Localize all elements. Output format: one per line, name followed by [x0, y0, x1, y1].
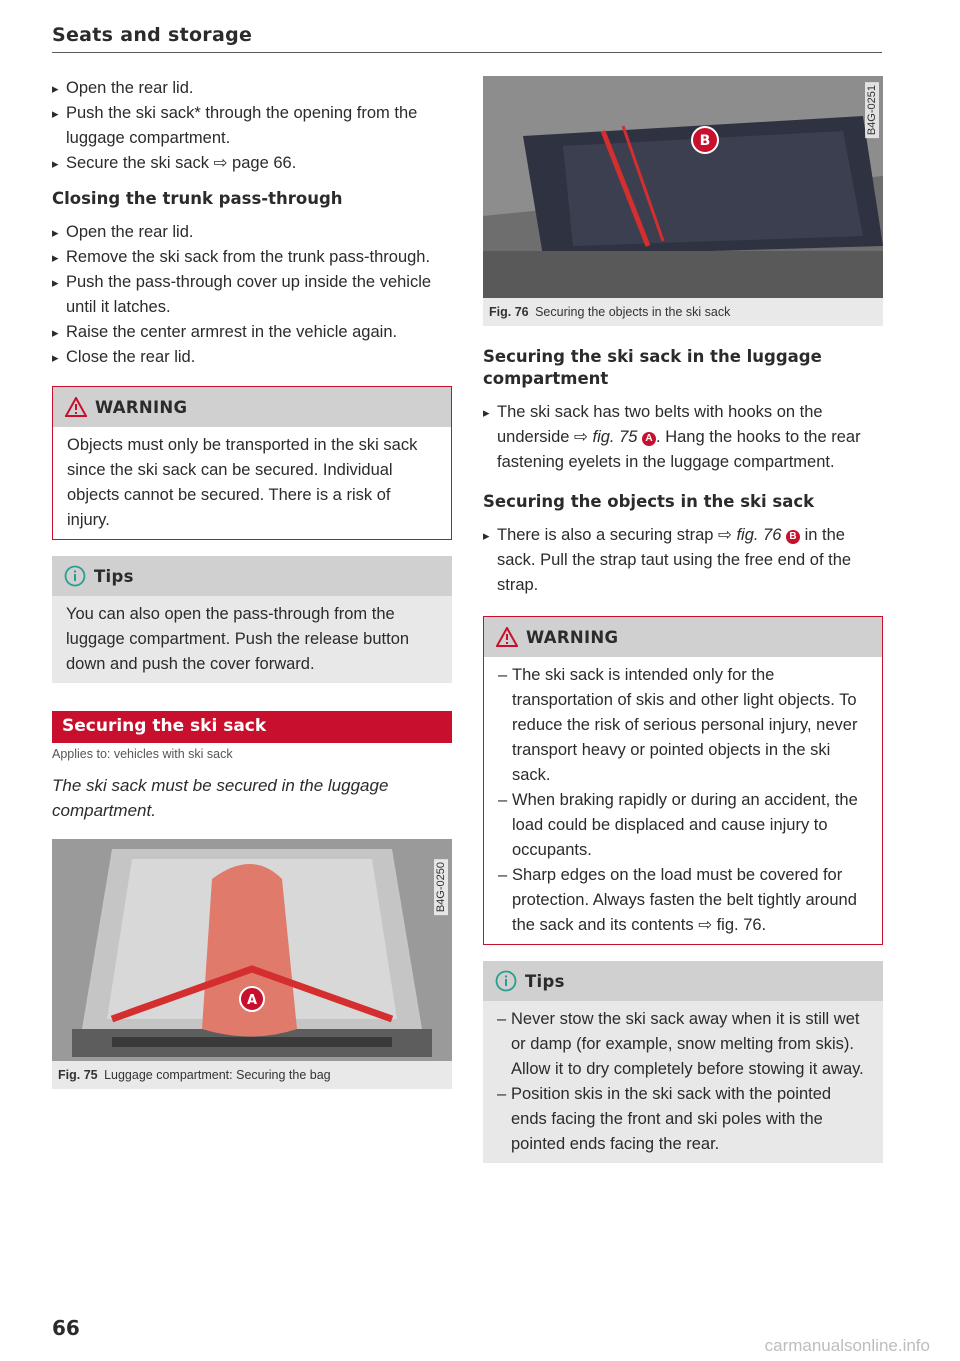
- warning-box: [483, 616, 883, 945]
- figure-link[interactable]: fig. 76: [736, 526, 782, 544]
- list-item: – Never stow the ski sack away when it is still wet or damp (for example, snow melting from skis). Allow it to dry completely before stowing it away.: [497, 1007, 869, 1082]
- trunk-illustration: [52, 839, 452, 1061]
- figure-number: Fig. 76: [489, 305, 529, 319]
- tips-title: Tips: [94, 566, 134, 586]
- tips-box: [483, 961, 883, 1163]
- page-number: 66: [52, 1316, 80, 1340]
- figure-caption-text: Luggage compartment: Securing the bag: [104, 1068, 331, 1082]
- figure-code: B4G-0251: [865, 82, 879, 138]
- watermark: carmanualsonline.info: [764, 1336, 930, 1355]
- warning-body: [484, 657, 882, 944]
- warning-icon: [496, 627, 518, 647]
- section-intro: The ski sack must be secured in the luggage compartment.: [52, 776, 389, 820]
- warning-list: [498, 663, 868, 938]
- step-text: . Hang the hooks to the rear fastening eyelets in the luggage compartment.: [497, 428, 861, 471]
- tips-body: [483, 1001, 883, 1163]
- list-item: ▸ Secure the ski sack ⇨ page 66.: [52, 151, 452, 176]
- list-item: – Position skis in the ski sack with the pointed ends facing the front and ski poles with the pointed ends facing the rear.: [497, 1082, 869, 1157]
- ski-sack-illustration: [483, 76, 883, 298]
- list-item: ▸ Remove the ski sack from the trunk pass-through.: [52, 245, 452, 270]
- figure-75-image: [52, 839, 452, 1061]
- tips-title: Tips: [525, 971, 565, 991]
- warning-title: WARNING: [95, 397, 188, 417]
- warning-title: WARNING: [526, 627, 619, 647]
- marker-b-badge: B: [786, 530, 800, 544]
- objects-heading: Securing the objects in the ski sack: [483, 492, 815, 511]
- tips-box: [52, 556, 452, 683]
- warning-box: [52, 386, 452, 540]
- warning-text: Objects must only be transported in the ski sack since the ski sack can be secured. Individual objects cannot be secured. There is a risk of injury.: [67, 436, 418, 529]
- intro-steps: [52, 76, 452, 176]
- tips-list: [497, 1007, 869, 1157]
- figure-76: [483, 76, 883, 326]
- tips-header: [483, 961, 883, 1001]
- section-title: Seats and storage: [52, 24, 253, 46]
- figure-caption: [483, 298, 883, 326]
- tips-text: You can also open the pass-through from the luggage compartment. Push the release button down and push the cover forward.: [66, 605, 410, 673]
- list-item: ▸ Open the rear lid.: [52, 220, 452, 245]
- page-header: [52, 24, 882, 53]
- objects-steps: [483, 523, 883, 598]
- list-item: ▸ Close the rear lid.: [52, 345, 452, 370]
- step-text: in the sack. Pull the strap taut using the free end of the strap.: [497, 526, 852, 594]
- figure-76-image: [483, 76, 883, 298]
- left-column: [52, 76, 452, 1089]
- info-icon: [64, 565, 86, 587]
- section-heading-bar: Securing the ski sack: [52, 711, 452, 743]
- figure-caption-text: Securing the objects in the ski sack: [535, 305, 731, 319]
- applies-to: Applies to: vehicles with ski sack: [52, 747, 233, 761]
- figure-number: Fig. 75: [58, 1068, 98, 1082]
- step-text: The ski sack has two belts with hooks on the underside ⇨: [497, 403, 823, 446]
- closing-heading: Closing the trunk pass-through: [52, 189, 343, 208]
- step-text: There is also a securing strap ⇨: [497, 526, 732, 544]
- list-item: ▸ Push the pass-through cover up inside the vehicle until it latches.: [52, 270, 452, 320]
- warning-header: [53, 387, 451, 427]
- list-item: ▸ Open the rear lid.: [52, 76, 452, 101]
- figure-75: [52, 839, 452, 1089]
- luggage-heading: Securing the ski sack in the luggage compartment: [483, 347, 822, 388]
- list-item: ▸ Raise the center armrest in the vehicle again.: [52, 320, 452, 345]
- list-item: – When braking rapidly or during an accident, the load could be displaced and cause injury to occupants.: [498, 788, 868, 863]
- list-item: [483, 523, 883, 598]
- figure-code: B4G-0250: [434, 859, 448, 915]
- warning-header: [484, 617, 882, 657]
- list-item: [483, 400, 883, 475]
- tips-header: [52, 556, 452, 596]
- figure-marker-b: B: [699, 133, 711, 149]
- right-column: [483, 76, 883, 1163]
- list-item: ▸ Push the ski sack* through the opening from the luggage compartment.: [52, 101, 452, 151]
- closing-steps: [52, 220, 452, 370]
- figure-link[interactable]: fig. 75: [592, 428, 638, 446]
- list-item: – Sharp edges on the load must be covered for protection. Always fasten the belt tightly around the sack and its contents ⇨ fig. 76.: [498, 863, 868, 938]
- warning-icon: [65, 397, 87, 417]
- figure-marker-a: A: [246, 993, 258, 1008]
- marker-a-badge: A: [642, 432, 656, 446]
- luggage-steps: [483, 400, 883, 475]
- info-icon: [495, 970, 517, 992]
- figure-caption: [52, 1061, 452, 1089]
- list-item: – The ski sack is intended only for the transportation of skis and other light objects. To reduce the risk of serious personal injury, never transport heavy or pointed objects in the ski sack.: [498, 663, 868, 788]
